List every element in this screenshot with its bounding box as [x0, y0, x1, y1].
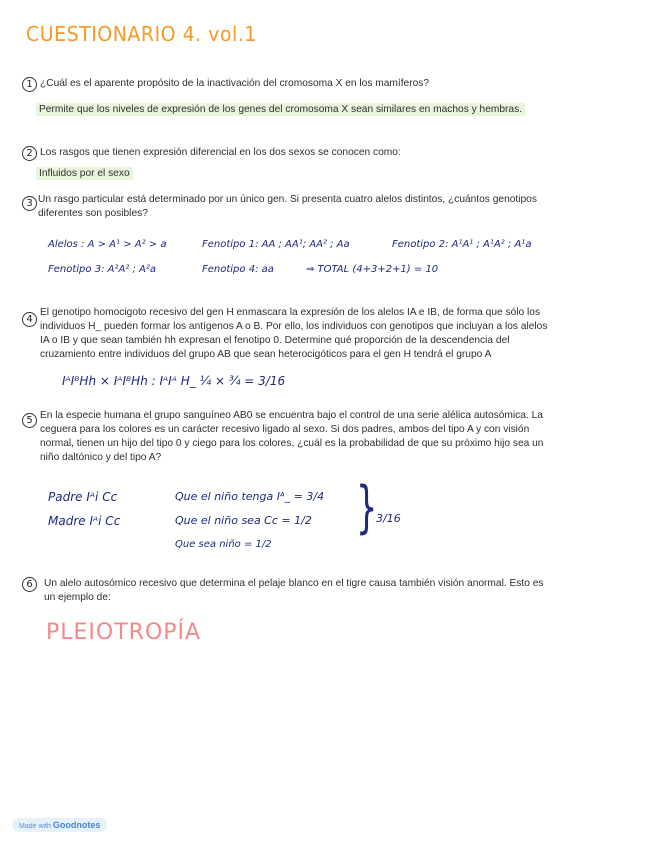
- handwritten-alelos: Alelos : A > A¹ > A² > a: [48, 239, 167, 250]
- handwritten-padre: Padre Iᴬi Cc: [48, 490, 118, 504]
- question-5-line-3: normal, tienen un hijo del tipo 0 y ciego para los colores, ¿cuál es la probabilidad de que su próximo hijo sea un: [40, 438, 544, 449]
- handwritten-prob-2: Que el niño sea Cc = 1/2: [175, 514, 312, 527]
- handwritten-prob-3: Que sea niño = 1/2: [175, 539, 272, 550]
- handwritten-fenotipo-4: Fenotipo 4: aa: [202, 264, 274, 275]
- goodnotes-badge: [12, 818, 107, 832]
- question-4-line-1: El genotipo homocigoto recesivo del gen H enmascara la expresión de los alelos IA e IB, de forma que sólo los: [40, 307, 541, 318]
- question-number-3: 3: [22, 196, 37, 211]
- answer-1: Permite que los niveles de expresión de los genes del cromosoma X sean similares en machos y hembras.: [36, 103, 525, 116]
- handwritten-fenotipo-1: Fenotipo 1: AA ; AA¹; AA² ; Aa: [202, 239, 350, 250]
- handwritten-cross: IᴬIᴮHh × IᴬIᴮHh : IᴬIᴬ H_ ¼ × ¾ = 3/16: [62, 374, 286, 388]
- handwritten-fenotipo-2: Fenotipo 2: A¹A¹ ; A¹A² ; A¹a: [392, 239, 532, 250]
- question-3-line-1: Un rasgo particular está determinado por un único gen. Si presenta cuatro alelos distintos, ¿cuántos genotipos: [38, 194, 537, 205]
- question-6-line-2: un ejemplo de:: [44, 592, 111, 603]
- question-number-5: 5: [22, 413, 37, 428]
- question-number-4: 4: [22, 312, 37, 327]
- answer-6: PLEIOTROPÍA: [46, 620, 202, 645]
- handwritten-result: 3/16: [376, 512, 401, 525]
- question-5-line-4: niño daltónico y del tipo A?: [40, 452, 162, 463]
- handwritten-fenotipo-3: Fenotipo 3: A²A² ; A²a: [48, 264, 157, 275]
- question-1-text: ¿Cuál es el aparente propósito de la inactivación del cromosoma X en los mamíferos?: [40, 78, 430, 89]
- badge-brand: Goodnotes: [52, 820, 101, 830]
- handwritten-prob-1: Que el niño tenga Iᴬ_ = 3/4: [175, 490, 325, 503]
- question-4-line-2: individuos H_ pueden formar los antígenos A o B. Por ello, los individuos con genotipos que incluyan a los alelos: [40, 321, 548, 332]
- page-title: CUESTIONARIO 4. vol.1: [26, 22, 257, 46]
- question-5-line-1: En la especie humana el grupo sanguíneo AB0 se encuentra bajo el control de una serie alélica autosómica. La: [40, 410, 543, 421]
- question-5-line-2: ceguera para los colores es un carácter recesivo ligado al sexo. Si dos padres, ambos del tipo A y con visión: [40, 424, 530, 435]
- question-2-text: Los rasgos que tienen expresión diferencial en los dos sexos se conocen como:: [40, 147, 401, 158]
- handwritten-madre: Madre Iᴬi Cc: [48, 514, 121, 528]
- question-3-line-2: diferentes son posibles?: [38, 208, 148, 219]
- question-4-line-4: cruzamiento entre individuos del grupo AB que sean heterocigóticos para el gen H tendrá el grupo A: [40, 349, 492, 360]
- question-number-6: 6: [22, 577, 37, 592]
- question-number-2: 2: [22, 146, 37, 161]
- curly-brace-icon: }: [356, 475, 378, 540]
- question-4-line-3: IA o IB y que sean también hh expresan el fenotipo 0. Determine qué proporción de la descendencia del: [40, 335, 510, 346]
- answer-2: Influidos por el sexo: [36, 167, 133, 180]
- question-6-line-1: Un alelo autosómico recesivo que determina el pelaje blanco en el tigre causa también visión anormal. Esto es: [44, 578, 544, 589]
- badge-made-with: Made with: [19, 823, 51, 830]
- handwritten-total: ⇒ TOTAL (4+3+2+1) = 10: [306, 264, 439, 275]
- question-number-1: 1: [22, 77, 37, 92]
